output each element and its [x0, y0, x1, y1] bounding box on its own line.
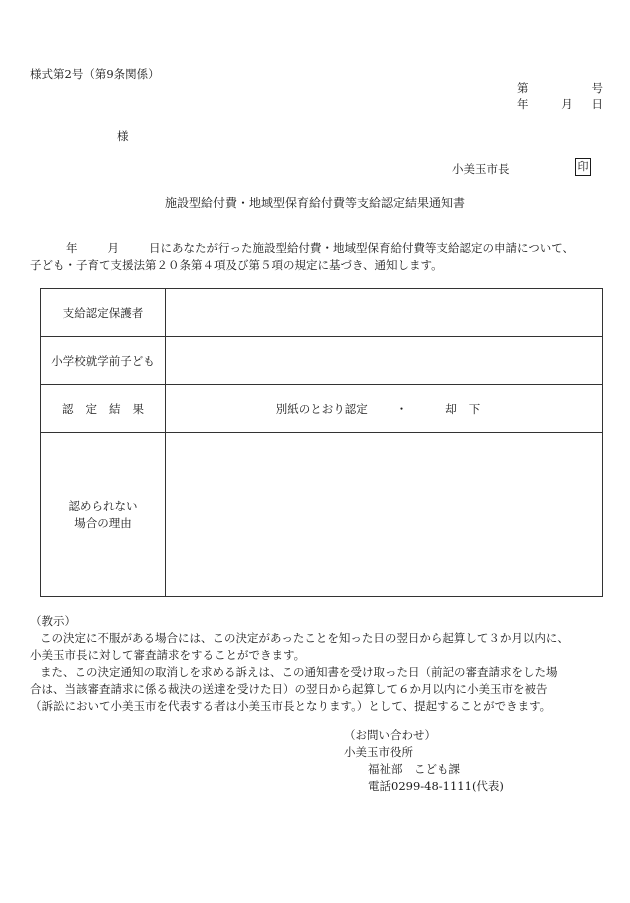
intro-line-2: 子ども・子育て支援法第２０条第４項及び第５項の規定に基づき、通知します。 — [30, 258, 443, 272]
contact-phone: 電話0299-48-1111(代表) — [368, 779, 504, 793]
contact-office: 小美玉市役所 — [344, 745, 413, 759]
notice-p2-line1: また、この決定通知の取消しを求める訴えは、この通知書を受け取った日（前記の審査請求をした場 — [40, 665, 558, 679]
document-number-date — [517, 80, 603, 112]
form-number: 様式第2号（第9条関係） — [30, 67, 160, 81]
result-field — [166, 385, 603, 433]
contact-department: 福祉部 こども課 — [368, 762, 460, 776]
date-month: 月 — [561, 97, 573, 111]
table-row — [41, 337, 603, 385]
result-option-approved[interactable]: 別紙のとおり認定 — [275, 401, 368, 416]
result-label: 認定結果 — [62, 401, 156, 416]
notice-heading: （教示） — [30, 614, 76, 628]
appeal-notice — [30, 613, 615, 715]
notice-p1-line1: この決定に不服がある場合には、この決定があったことを知った日の翌日から起算して３か月以内に、 — [40, 631, 569, 645]
addressee-honorific: 様 — [117, 129, 129, 143]
result-option-rejected[interactable]: 却下 — [445, 401, 493, 416]
number-suffix: 号 — [591, 81, 603, 95]
intro-year: 年 — [66, 241, 78, 255]
reason-label-line2: 場合の理由 — [74, 515, 132, 530]
intro-line-1 — [30, 240, 610, 257]
table-row — [41, 289, 603, 337]
notice-p2-line2: 合は、当該審査請求に係る裁決の送達を受けた日）の翌日から起算して６か月以内に小美玉市を被告 — [30, 682, 548, 696]
child-label: 小学校就学前子ども — [41, 337, 166, 385]
issue-date-row — [517, 96, 603, 112]
reason-label-line1: 認められない — [68, 498, 138, 513]
contact-heading: （お問い合わせ） — [344, 728, 436, 742]
result-label-cell — [41, 385, 166, 433]
child-field[interactable] — [166, 337, 603, 385]
intro-paragraph — [30, 240, 610, 274]
seal-stamp-box: 印 — [575, 158, 591, 176]
notice-p1-line2: 小美玉市長に対して審査請求をすることができます。 — [30, 648, 306, 662]
guardian-label: 支給認定保護者 — [41, 289, 166, 337]
certification-table — [40, 288, 603, 597]
guardian-field[interactable] — [166, 289, 603, 337]
intro-month: 月 — [107, 241, 119, 255]
intro-line1-text: 日にあなたが行った施設型給付費・地域型保育給付費等支給認定の申請について、 — [149, 241, 575, 255]
notice-p2-line3: （訴訟において小美玉市を代表する者は小美玉市長となります。）として、提起することができます。 — [30, 699, 552, 713]
document-number-row — [517, 80, 603, 96]
table-row — [41, 433, 603, 597]
reason-field[interactable] — [166, 433, 603, 597]
date-day: 日 — [591, 97, 603, 111]
sender-name: 小美玉市長 — [452, 162, 510, 176]
document-title: 施設型給付費・地域型保育給付費等支給認定結果通知書 — [164, 196, 465, 210]
table-row — [41, 385, 603, 433]
reason-label-cell — [41, 433, 166, 597]
contact-info — [344, 727, 504, 795]
number-prefix: 第 — [517, 81, 529, 95]
result-separator: ・ — [395, 401, 408, 416]
date-year: 年 — [517, 97, 529, 111]
